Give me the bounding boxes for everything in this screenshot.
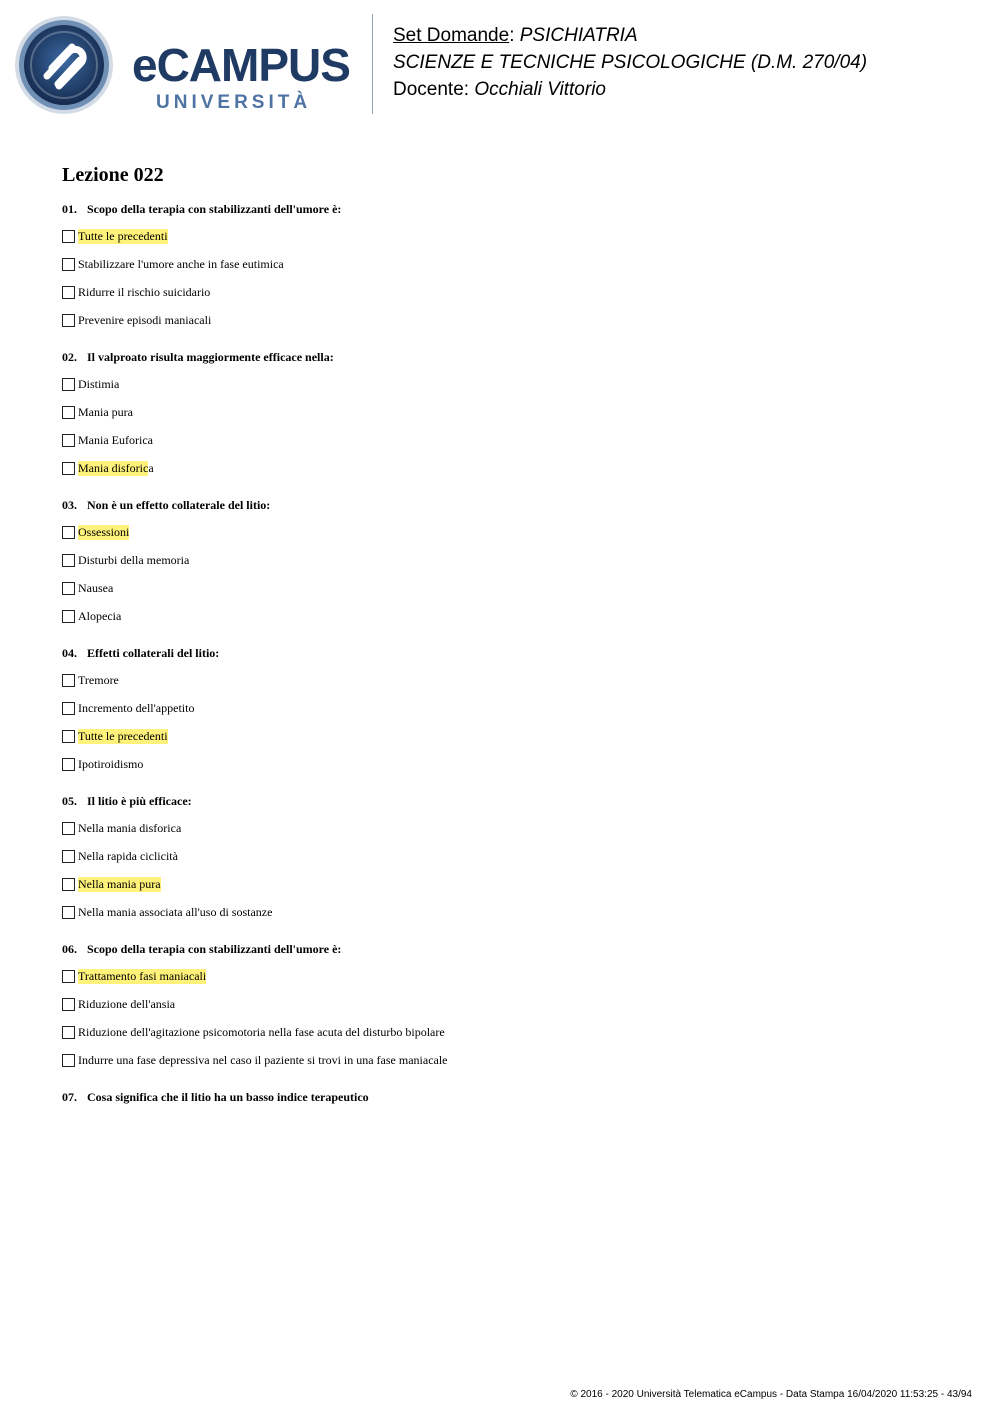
- answer-option[interactable]: [62, 370, 942, 398]
- answer-text: Riduzione dell'ansia: [78, 996, 176, 1011]
- answer-list: [62, 222, 942, 334]
- checkbox-icon[interactable]: [62, 674, 75, 687]
- answer-option[interactable]: [62, 398, 942, 426]
- answer-list: [62, 370, 942, 482]
- answer-text: Nella mania disforica: [78, 820, 182, 835]
- answer-text: a: [148, 460, 154, 475]
- question-number: 06.: [62, 942, 77, 956]
- question-number: 04.: [62, 646, 77, 660]
- answer-option[interactable]: [62, 454, 942, 482]
- answer-option[interactable]: [62, 722, 942, 750]
- answer-text: Nella mania associata all'uso di sostanze: [78, 904, 273, 919]
- checkbox-icon[interactable]: [62, 378, 75, 391]
- question-item: [62, 792, 942, 926]
- checkbox-icon[interactable]: [62, 258, 75, 271]
- teacher-value: Occhiali Vittorio: [474, 79, 606, 100]
- answer-text: Mania pura: [78, 404, 133, 419]
- answer-list: [62, 666, 942, 778]
- lesson-title: Lezione 022: [62, 164, 164, 186]
- checkbox-icon[interactable]: [62, 998, 75, 1011]
- checkbox-icon[interactable]: [62, 702, 75, 715]
- answer-option[interactable]: [62, 694, 942, 722]
- logo-brand: eCAMPUS: [132, 39, 350, 91]
- answer-option[interactable]: [62, 250, 942, 278]
- checkbox-icon[interactable]: [62, 554, 75, 567]
- set-row: Set Domande: PSICHIATRIA: [393, 25, 638, 46]
- question-list: [62, 200, 942, 1106]
- question-text: Non è un effetto collaterale del litio:: [87, 498, 271, 512]
- checkbox-icon[interactable]: [62, 878, 75, 891]
- teacher-label: Docente: [393, 79, 464, 100]
- header-info: [393, 22, 867, 103]
- question-item: [62, 940, 942, 1074]
- answer-highlighted-text: Ossessioni: [78, 524, 130, 539]
- question-text-row: [62, 348, 942, 366]
- answer-list: [62, 814, 942, 926]
- answer-option[interactable]: [62, 574, 942, 602]
- question-item: [62, 496, 942, 630]
- answer-text: Distimia: [78, 376, 120, 391]
- answer-text: Ipotiroidismo: [78, 756, 144, 771]
- checkbox-icon[interactable]: [62, 526, 75, 539]
- answer-option[interactable]: [62, 990, 942, 1018]
- question-text-row: [62, 940, 942, 958]
- answer-text: Indurre una fase depressiva nel caso il paziente si trovi in una fase maniacale: [78, 1052, 448, 1067]
- answer-text: Nella rapida ciclicità: [78, 848, 178, 863]
- question-number: 07.: [62, 1090, 77, 1104]
- answer-option[interactable]: [62, 222, 942, 250]
- answer-text: Ridurre il rischio suicidario: [78, 284, 211, 299]
- question-text: Scopo della terapia con stabilizzanti dell'umore è:: [87, 942, 342, 956]
- answer-text: Disturbi della memoria: [78, 552, 190, 567]
- answer-highlighted-text: Tutte le precedenti: [78, 228, 168, 243]
- question-text: Il valproato risulta maggiormente efficace nella:: [87, 350, 334, 364]
- page-header: [0, 0, 1000, 130]
- logo-sub: UNIVERSITÀ: [156, 92, 312, 113]
- page-footer: © 2016 - 2020 Università Telematica eCampus - Data Stampa 16/04/2020 11:53:25 - 43/94: [570, 1389, 972, 1400]
- question-number: 01.: [62, 202, 77, 216]
- question-item: [62, 1088, 942, 1106]
- checkbox-icon[interactable]: [62, 582, 75, 595]
- checkbox-icon[interactable]: [62, 906, 75, 919]
- checkbox-icon[interactable]: [62, 970, 75, 983]
- question-number: 02.: [62, 350, 77, 364]
- checkbox-icon[interactable]: [62, 314, 75, 327]
- question-item: [62, 200, 942, 334]
- answer-list: [62, 518, 942, 630]
- answer-option[interactable]: [62, 1046, 942, 1074]
- answer-highlighted-text: Mania disforic: [78, 460, 149, 475]
- checkbox-icon[interactable]: [62, 230, 75, 243]
- checkbox-icon[interactable]: [62, 1026, 75, 1039]
- question-text: Scopo della terapia con stabilizzanti dell'umore è:: [87, 202, 342, 216]
- answer-option[interactable]: [62, 666, 942, 694]
- question-number: 05.: [62, 794, 77, 808]
- checkbox-icon[interactable]: [62, 758, 75, 771]
- checkbox-icon[interactable]: [62, 434, 75, 447]
- answer-option[interactable]: [62, 306, 942, 334]
- question-text-row: [62, 1088, 942, 1106]
- course-name: SCIENZE E TECNICHE PSICOLOGICHE (D.M. 270/04): [393, 52, 868, 73]
- question-text-row: [62, 792, 942, 810]
- question-text: Effetti collaterali del litio:: [87, 646, 220, 660]
- checkbox-icon[interactable]: [62, 286, 75, 299]
- question-number: 03.: [62, 498, 77, 512]
- question-item: [62, 348, 942, 482]
- answer-text: Stabilizzare l'umore anche in fase eutimica: [78, 256, 284, 271]
- set-value: PSICHIATRIA: [519, 25, 638, 46]
- answer-option[interactable]: [62, 750, 942, 778]
- question-text-row: [62, 496, 942, 514]
- answer-option[interactable]: [62, 962, 942, 990]
- checkbox-icon[interactable]: [62, 462, 75, 475]
- quiz-content: [62, 160, 942, 1106]
- answer-option[interactable]: [62, 278, 942, 306]
- question-text: Il litio è più efficace:: [87, 794, 192, 808]
- answer-option[interactable]: [62, 518, 942, 546]
- answer-option[interactable]: [62, 546, 942, 574]
- teacher-row: Docente: Occhiali Vittorio: [393, 79, 606, 100]
- set-label: Set Domande: [393, 25, 510, 46]
- question-text-row: [62, 200, 942, 218]
- checkbox-icon[interactable]: [62, 730, 75, 743]
- answer-text: Tremore: [78, 672, 119, 687]
- answer-text: Prevenire episodi maniacali: [78, 312, 212, 327]
- answer-option[interactable]: [62, 870, 942, 898]
- answer-option[interactable]: [62, 842, 942, 870]
- answer-list: [62, 962, 942, 1074]
- answer-text: Incremento dell'appetito: [78, 700, 195, 715]
- answer-highlighted-text: Tutte le precedenti: [78, 728, 168, 743]
- checkbox-icon[interactable]: [62, 822, 75, 835]
- checkbox-icon[interactable]: [62, 850, 75, 863]
- checkbox-icon[interactable]: [62, 406, 75, 419]
- answer-option[interactable]: [62, 814, 942, 842]
- header-divider: [372, 14, 373, 114]
- answer-option[interactable]: [62, 898, 942, 926]
- answer-text: Alopecia: [78, 608, 122, 623]
- answer-highlighted-text: Nella mania pura: [78, 876, 161, 891]
- answer-text: Riduzione dell'agitazione psicomotoria nella fase acuta del disturbo bipolare: [78, 1024, 445, 1039]
- answer-option[interactable]: [62, 426, 942, 454]
- question-item: [62, 644, 942, 778]
- ecampus-logo: [14, 14, 359, 116]
- answer-highlighted-text: Trattamento fasi maniacali: [78, 968, 207, 983]
- question-text: Cosa significa che il litio ha un basso indice terapeutico: [87, 1090, 369, 1104]
- answer-option[interactable]: [62, 1018, 942, 1046]
- checkbox-icon[interactable]: [62, 1054, 75, 1067]
- answer-text: Nausea: [78, 580, 114, 595]
- answer-text: Mania Euforica: [78, 432, 153, 447]
- answer-option[interactable]: [62, 602, 942, 630]
- question-text-row: [62, 644, 942, 662]
- checkbox-icon[interactable]: [62, 610, 75, 623]
